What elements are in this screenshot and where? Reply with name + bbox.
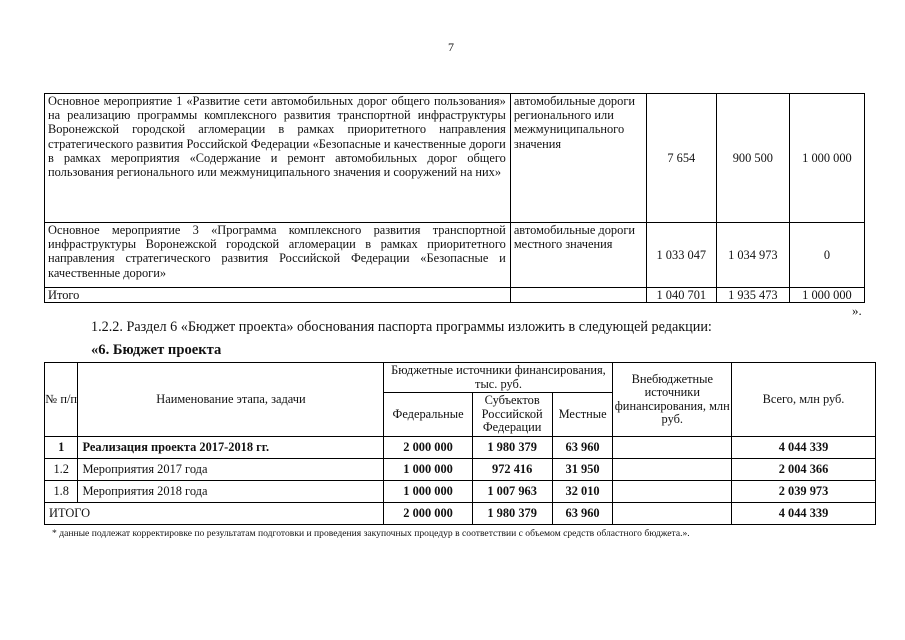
table-row	[45, 459, 876, 481]
total-row	[45, 503, 876, 525]
total-label: Итого	[45, 288, 511, 303]
activity-description: Основное мероприятие 1 «Развитие сети автомобильных дорог общего пользования» на реализацию программы комплексного развития транспортной инфраструктуры Воронежской городской агломерации в рамках приоритетного направления стратегического развития Российской Федерации «Безопасные и качественные дороги в рамках мероприятия «Содержание и ремонт автомобильных дорог общего пользования регионального или межмуниципального значения и сооружений на них»	[45, 94, 511, 223]
closing-quote: ».	[852, 303, 862, 318]
total-value: 1 040 701	[646, 288, 716, 303]
empty-cell	[510, 288, 646, 303]
table-row	[45, 437, 876, 459]
total-value: 2 039 973	[732, 481, 876, 503]
local-value: 63 960	[552, 437, 613, 459]
grand-total: 4 044 339	[732, 503, 876, 525]
extra-total	[613, 503, 732, 525]
value-cell: 1 000 000	[789, 94, 864, 223]
subjects-value: 1 007 963	[472, 481, 552, 503]
header-budget-sources: Бюджетные источники финансирования, тыс. руб.	[384, 363, 613, 393]
row-name: Мероприятия 2018 года	[78, 481, 384, 503]
value-cell: 900 500	[716, 94, 789, 223]
extra-value	[613, 481, 732, 503]
header-total: Всего, млн руб.	[732, 363, 876, 437]
amendment-paragraph: 1.2.2. Раздел 6 «Бюджет проекта» обоснования паспорта программы изложить в следующей редакции:	[91, 319, 712, 335]
value-cell: 1 034 973	[716, 223, 789, 288]
row-num: 1	[45, 437, 78, 459]
row-num: 1.2	[45, 459, 78, 481]
federal-value: 1 000 000	[384, 481, 472, 503]
extra-value	[613, 459, 732, 481]
total-row	[45, 288, 865, 303]
total-value: 2 004 366	[732, 459, 876, 481]
table-row	[45, 94, 865, 223]
header-federal: Федеральные	[384, 393, 472, 437]
header-num: № п/п	[45, 363, 78, 437]
total-value: 1 000 000	[789, 288, 864, 303]
project-budget-table	[44, 362, 876, 525]
header-local: Местные	[552, 393, 613, 437]
header-name: Наименование этапа, задачи	[78, 363, 384, 437]
total-value: 1 935 473	[716, 288, 789, 303]
subjects-value: 1 980 379	[472, 437, 552, 459]
local-value: 31 950	[552, 459, 613, 481]
value-cell: 1 033 047	[646, 223, 716, 288]
section-title: «6. Бюджет проекта	[91, 342, 222, 358]
row-name: Реализация проекта 2017-2018 гг.	[78, 437, 384, 459]
subjects-value: 972 416	[472, 459, 552, 481]
federal-value: 2 000 000	[384, 437, 472, 459]
subjects-total: 1 980 379	[472, 503, 552, 525]
header-subjects: Субъектов Российской Федерации	[472, 393, 552, 437]
road-category: автомобильные дороги регионального или межмуниципального значения	[510, 94, 646, 223]
table-row	[45, 223, 865, 288]
total-label: ИТОГО	[45, 503, 384, 525]
value-cell: 7 654	[646, 94, 716, 223]
activity-description: Основное мероприятие 3 «Программа комплексного развития транспортной инфраструктуры Воронежской городской агломерации в рамках приоритетного направления стратегического развития Российской Федерации «Безопасные и качественные дороги»	[45, 223, 511, 288]
extra-value	[613, 437, 732, 459]
federal-value: 1 000 000	[384, 459, 472, 481]
row-num: 1.8	[45, 481, 78, 503]
page-number: 7	[448, 40, 454, 54]
federal-total: 2 000 000	[384, 503, 472, 525]
local-total: 63 960	[552, 503, 613, 525]
row-name: Мероприятия 2017 года	[78, 459, 384, 481]
total-value: 4 044 339	[732, 437, 876, 459]
footnote: * данные подлежат корректировке по результатам подготовки и проведения закупочных процедур в соответствии с объемом средств областного бюджета.».	[52, 528, 690, 539]
value-cell: 0	[789, 223, 864, 288]
table-row	[45, 481, 876, 503]
local-value: 32 010	[552, 481, 613, 503]
header-extra-budget: Внебюджетные источники финансирования, млн руб.	[613, 363, 732, 437]
program-activities-table	[44, 93, 865, 303]
road-category: автомобильные дороги местного значения	[510, 223, 646, 288]
